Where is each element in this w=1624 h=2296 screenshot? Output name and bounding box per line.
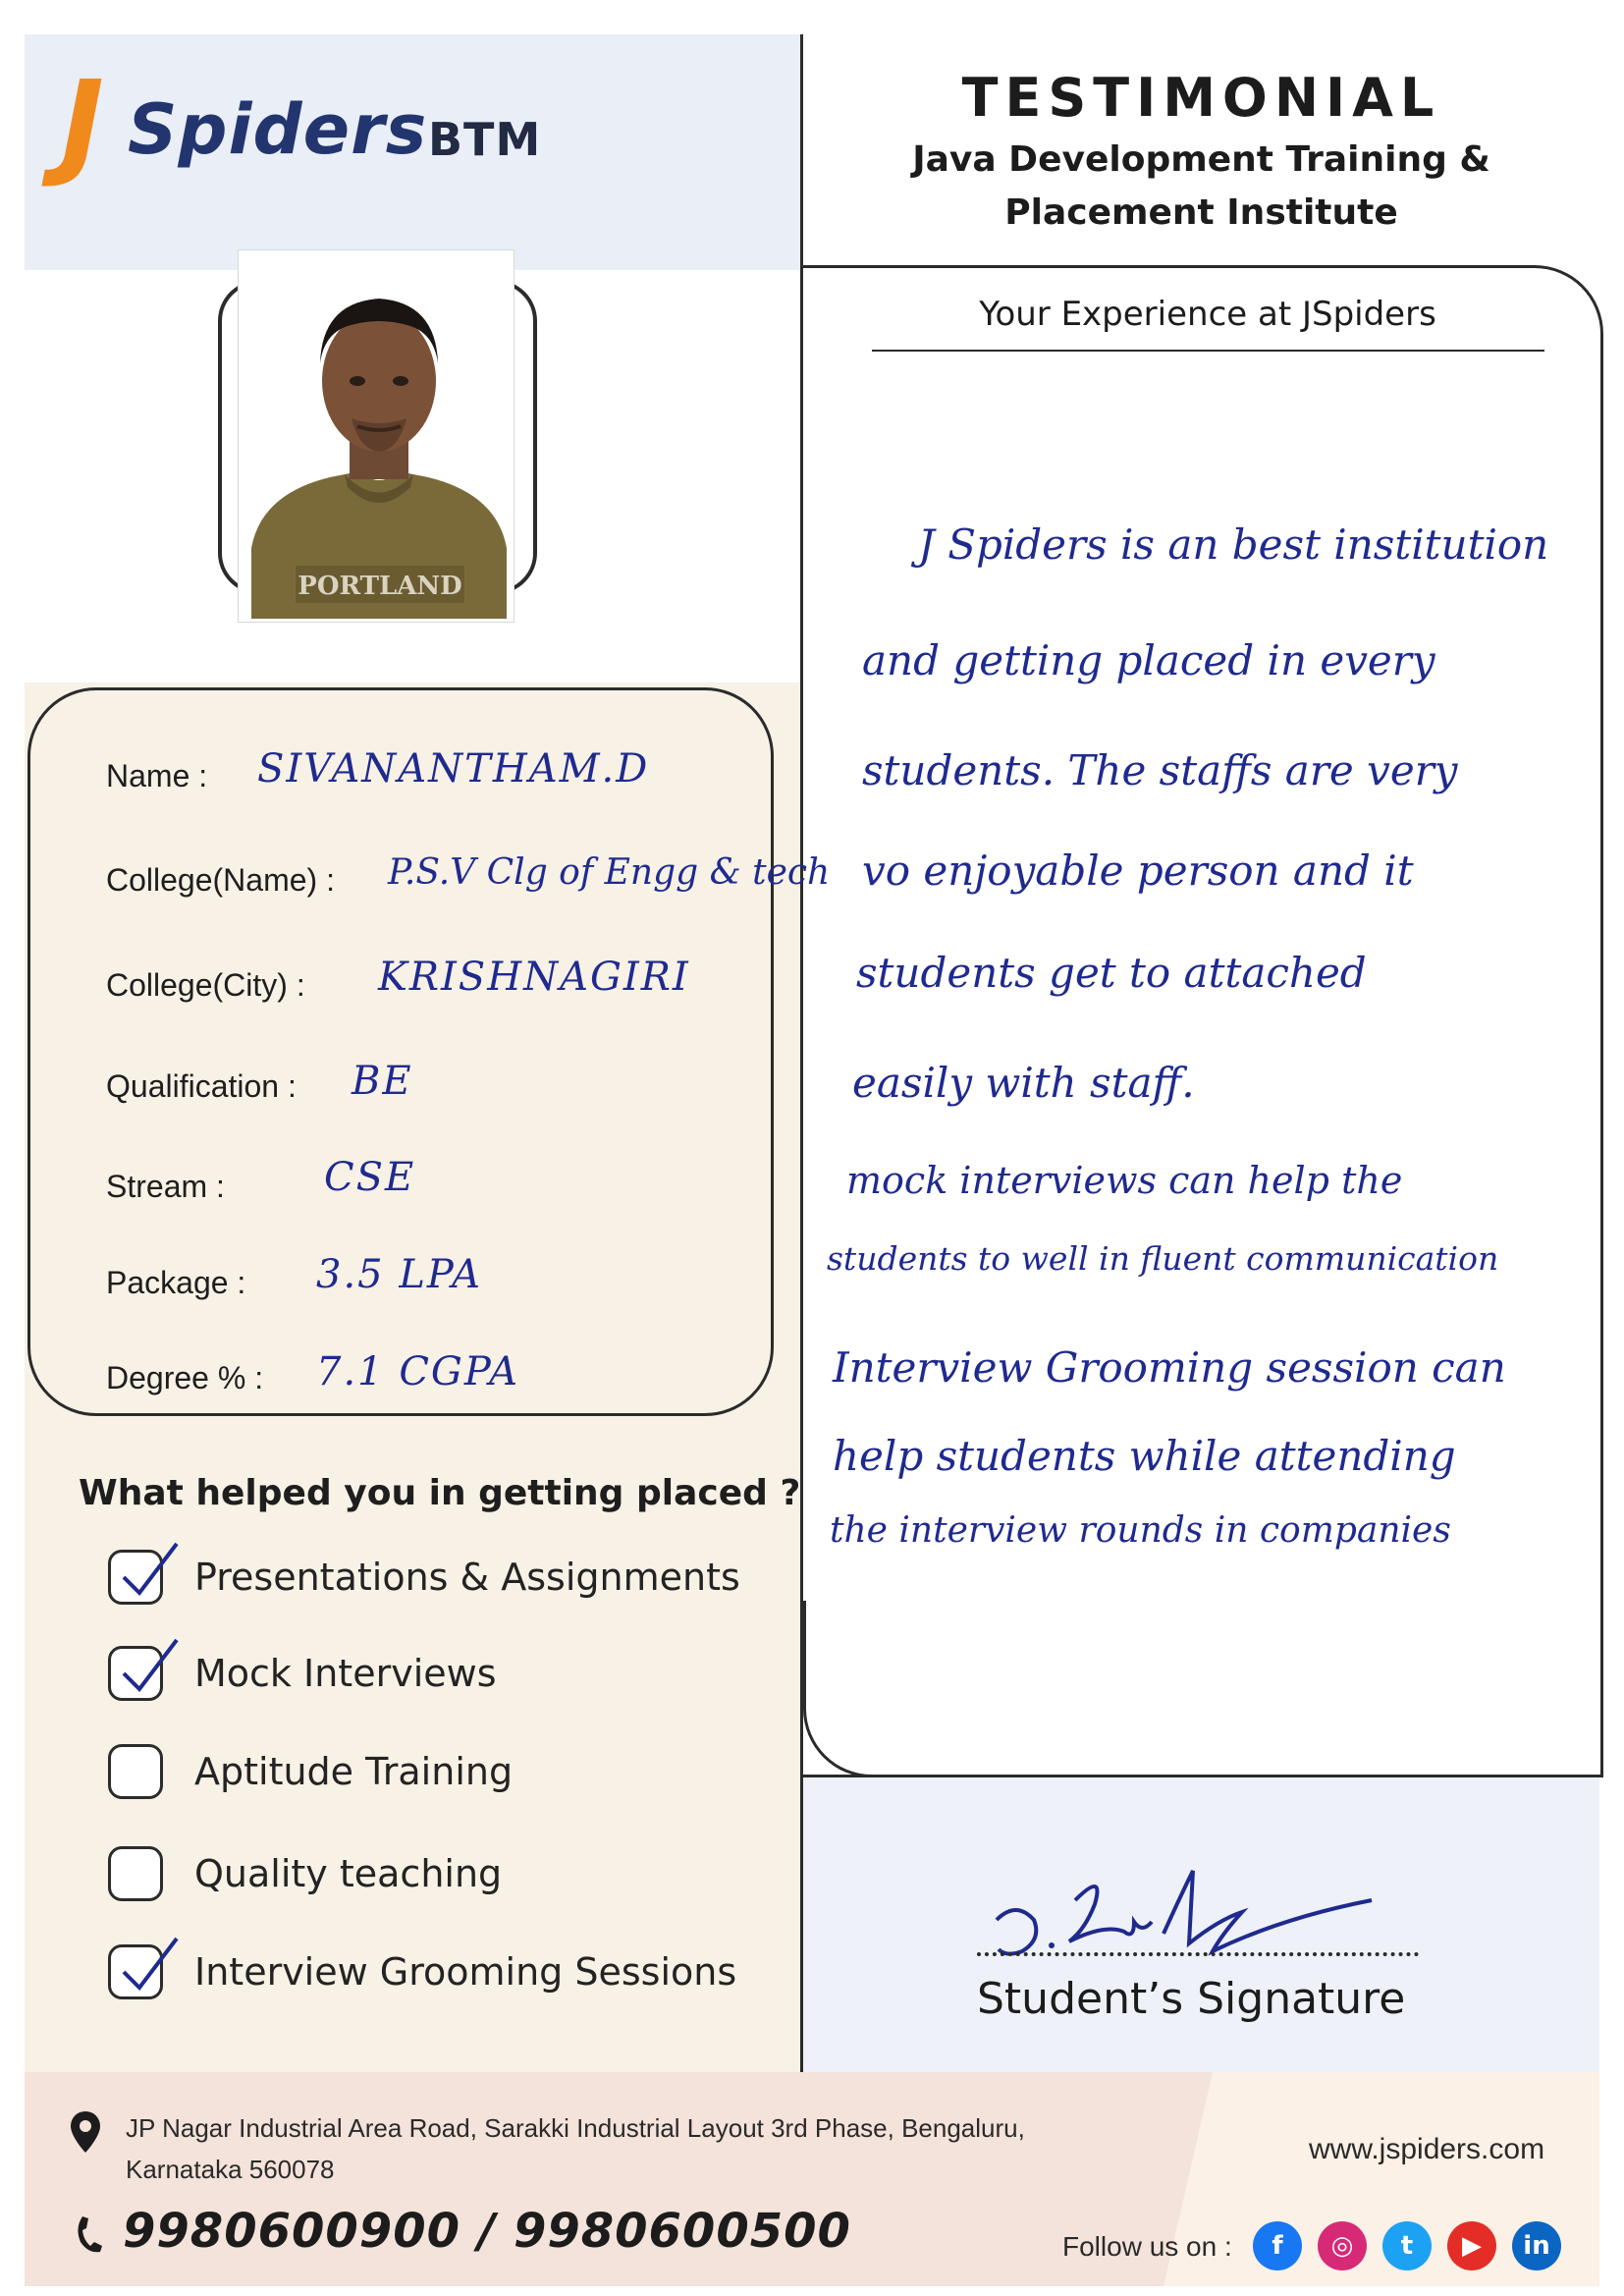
linkedin-icon[interactable]: in: [1512, 2221, 1561, 2270]
experience-line: easily with staff.: [852, 1059, 1195, 1107]
college-city-label: College(City) :: [106, 967, 305, 1003]
website-link[interactable]: www.jspiders.com: [1309, 2133, 1545, 2165]
facebook-icon[interactable]: f: [1253, 2221, 1302, 2270]
experience-line: Interview Grooming session can: [833, 1343, 1506, 1392]
qualification-label: Qualification :: [106, 1068, 297, 1104]
experience-box-bottom-border: [803, 1601, 1603, 1777]
twitter-icon[interactable]: t: [1382, 2221, 1432, 2270]
student-details-box: [27, 687, 774, 1416]
option-label: Interview Grooming Sessions: [194, 1950, 737, 1994]
option-label: Aptitude Training: [194, 1750, 514, 1793]
name-value: SIVANANTHAM.D: [257, 746, 650, 792]
experience-line: and getting placed in every: [862, 636, 1435, 684]
address-line2: Karnataka 560078: [126, 2155, 335, 2184]
degree-label: Degree % :: [106, 1360, 264, 1395]
check-mark-icon: [114, 1538, 183, 1607]
instagram-icon[interactable]: ◎: [1318, 2221, 1367, 2270]
check-mark-icon: [114, 1933, 183, 2001]
experience-line: the interview rounds in companies: [830, 1510, 1451, 1551]
name-label: Name :: [106, 758, 208, 793]
follow-label: Follow us on :: [1062, 2231, 1232, 2262]
phone-numbers[interactable]: 9980600900 / 9980600500: [123, 2204, 851, 2259]
package-value: 3.5 LPA: [316, 1252, 483, 1297]
experience-line: students to well in fluent communication: [827, 1239, 1499, 1278]
experience-line: mock interviews can help the: [846, 1159, 1403, 1202]
experience-heading: Your Experience at JSpiders: [979, 295, 1436, 334]
logo-j-letter: J: [61, 55, 100, 191]
experience-line: vo enjoyable person and it: [862, 847, 1414, 895]
experience-line: students get to attached: [856, 949, 1367, 997]
page-subtitle-line1: Java Development Training &: [912, 139, 1490, 180]
address-line1: JP Nagar Industrial Area Road, Sarakki Industrial Layout 3rd Phase, Bengaluru,: [126, 2113, 1025, 2143]
qualification-value: BE: [352, 1059, 413, 1104]
option-label: Mock Interviews: [194, 1652, 497, 1695]
logo-wordmark: Spiders: [128, 89, 428, 170]
student-photo-illustration: [242, 253, 514, 622]
signature-line: [977, 1952, 1419, 1956]
helped-question: What helped you in getting placed ?: [79, 1473, 801, 1513]
check-mark-icon: [114, 1634, 183, 1703]
experience-line: help students while attending: [833, 1432, 1456, 1480]
location-pin-icon: [69, 2109, 102, 2155]
checkbox[interactable]: [108, 1846, 163, 1901]
stream-label: Stream :: [106, 1169, 225, 1204]
option-label: Presentations & Assignments: [194, 1556, 740, 1599]
checkbox[interactable]: [108, 1744, 163, 1799]
experience-line: J Spiders is an best institution: [918, 520, 1549, 569]
college-name-label: College(Name) :: [106, 862, 335, 898]
signature-label: Student’s Signature: [977, 1974, 1406, 2024]
branch-name: BTM: [428, 113, 542, 166]
experience-box: [803, 265, 1603, 1777]
page-subtitle-line2: Placement Institute: [1004, 192, 1398, 233]
experience-line: students. The staffs are very: [862, 746, 1458, 794]
degree-value: 7.1 CGPA: [316, 1349, 520, 1394]
package-label: Package :: [106, 1265, 246, 1300]
stream-value: CSE: [324, 1155, 416, 1200]
phone-icon: [75, 2214, 104, 2254]
youtube-icon[interactable]: ▶: [1447, 2221, 1496, 2270]
experience-heading-underline: [872, 350, 1544, 352]
svg-text:PORTLAND: PORTLAND: [298, 572, 462, 601]
option-label: Quality teaching: [194, 1852, 503, 1895]
college-city-value: KRISHNAGIRI: [378, 955, 690, 1000]
college-name-value: P.S.V Clg of Engg & tech: [388, 852, 831, 893]
student-photo: [239, 250, 514, 622]
page-title: TESTIMONIAL: [961, 67, 1441, 129]
